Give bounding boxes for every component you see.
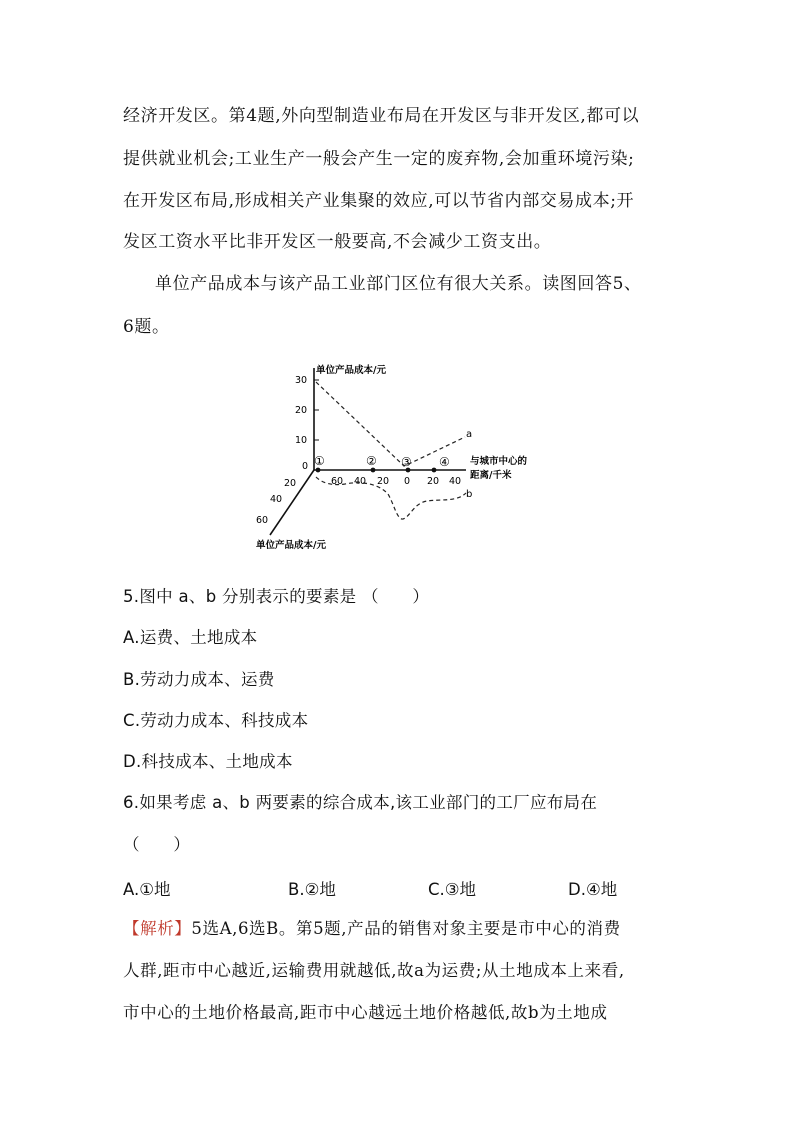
y-axis-label: 单位产品成本/元 [316, 365, 386, 376]
text-line: 提供就业机会;工业生产一般会产生一定的废弃物,会加重环境污染; [123, 149, 635, 169]
question-6-option-d: D.④地 [568, 880, 618, 899]
curve-a-label: a [466, 429, 473, 440]
point-label: ① [314, 454, 325, 468]
y-tick: 0 [302, 461, 309, 472]
x-tick: 40 [354, 476, 367, 487]
location-point [316, 468, 321, 473]
y-tick: 30 [295, 375, 308, 386]
question-5-option-a: A.运费、土地成本 [123, 628, 258, 647]
analysis-tag: 【解析】 [123, 919, 192, 938]
z-tick: 20 [284, 478, 297, 489]
text-line: 在开发区布局,形成相关产业集聚的效应,可以节省内部交易成本;开 [123, 191, 635, 211]
question-5-option-c: C.劳动力成本、科技成本 [123, 711, 309, 730]
text-line: 经济开发区。第4题,外向型制造业布局在开发区与非开发区,都可以 [123, 106, 640, 126]
question-6-bracket: （ ） [123, 835, 191, 854]
analysis-line: 市中心的土地价格最高,距市中心越远土地价格越低,故b为土地成 [123, 1003, 608, 1022]
x-tick: 20 [377, 476, 390, 487]
z-tick: 60 [256, 515, 269, 526]
point-label: ③ [401, 455, 412, 469]
x-axis-label: 与城市中心的 [470, 456, 528, 467]
question-5-option-d: D.科技成本、土地成本 [123, 752, 293, 771]
text-line: 发区工资水平比非开发区一般要高,不会减少工资支出。 [123, 232, 552, 252]
analysis-first-line [123, 918, 621, 940]
text-line: 单位产品成本与该产品工业部门区位有很大关系。读图回答5、 [155, 274, 642, 294]
point-label: ④ [439, 455, 450, 469]
text-line: 6题。 [123, 317, 170, 337]
y-tick: 20 [295, 405, 308, 416]
curve-b-label: b [466, 489, 473, 500]
location-point [432, 468, 437, 473]
question-5-stem: 5.图中 a、b 分别表示的要素是 （ ） [123, 587, 430, 606]
question-5-option-b: B.劳动力成本、运费 [123, 670, 275, 689]
analysis-text: 5选A,6选B。第5题,产品的销售对象主要是市中心的消费 [191, 919, 621, 938]
question-6-stem: 6.如果考虑 a、b 两要素的综合成本,该工业部门的工厂应布局在 [123, 793, 598, 812]
y-tick: 10 [295, 435, 308, 446]
curve-a [316, 382, 465, 466]
z-tick: 40 [270, 494, 283, 505]
question-6-option-a: A.①地 [123, 880, 171, 899]
analysis-line: 人群,距市中心越近,运输费用就越低,故a为运费;从土地成本上来看, [123, 961, 625, 980]
x-tick: 20 [427, 476, 440, 487]
x-tick: 40 [449, 476, 462, 487]
z-axis-label: 单位产品成本/元 [256, 540, 326, 551]
location-point [371, 468, 376, 473]
x-tick: 0 [404, 476, 411, 487]
point-label: ② [366, 454, 377, 468]
question-6-option-c: C.③地 [428, 880, 477, 899]
question-6-option-b: B.②地 [288, 880, 336, 899]
x-tick: 60 [331, 476, 344, 487]
x-axis-label: 距离/千米 [470, 470, 512, 481]
